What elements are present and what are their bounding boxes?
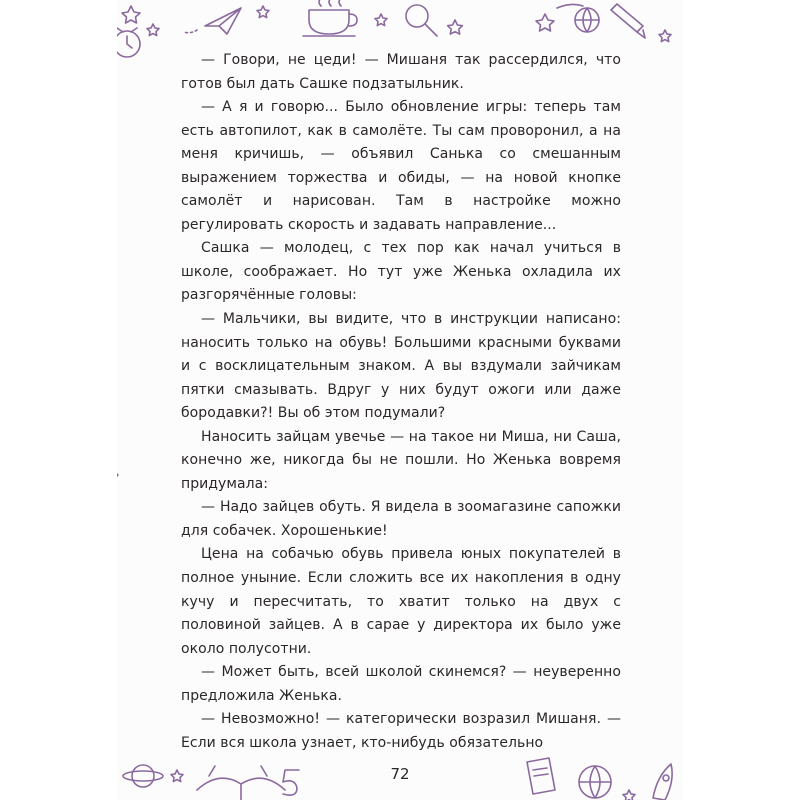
paragraph: — Надо зайцев обуть. Я видела в зоомагазине сапожки для собачек. Хорошенькие! bbox=[181, 499, 621, 539]
paper-plane-icon bbox=[183, 8, 241, 34]
paragraph: — А я и говорю... Было обновление игры: теперь там есть автопилот, как в самолёте. Ты сам проворонил, а на меня кричишь, — объявил Санька со смешанным выражением торжества и обиды, — на новой кнопке самолёт и нарисован. Там в настройке можно регулировать скорость и задавать направление... bbox=[181, 99, 621, 233]
star-icon bbox=[257, 6, 269, 18]
paragraph: — Говори, не цеди! — Мишаня так рассердился, что готов был дать Сашке подзатыльник. bbox=[181, 52, 621, 92]
star-icon bbox=[659, 30, 671, 42]
teacup-icon bbox=[303, 0, 357, 36]
magnifier-icon bbox=[406, 5, 437, 36]
paragraph: Сашка — молодец, с тех пор как начал учиться в школе, соображает. Но тут уже Женька охладила их разгорячённые головы: bbox=[181, 240, 621, 304]
paragraph: — Может быть, всей школой скинемся? — неуверенно предложила Женька. bbox=[181, 664, 621, 704]
paragraph: Наносить зайцам увечье — на такое ни Миша, ни Саша, конечно же, никогда бы не пошли. Но Женька вовремя придумала: bbox=[181, 428, 621, 492]
paragraph: — Мальчики, вы видите, что в инструкции написано: наносить только на обувь! Большими красными буквами и с восклицательным знаком. А вы вздумали зайчикам пятки смазывать. Вдруг у них будут ожоги или даже бородавки?! Вы об этом подумали? bbox=[181, 311, 621, 422]
star-icon bbox=[147, 24, 159, 36]
globe-icon bbox=[575, 8, 599, 32]
alarm-clock-icon bbox=[117, 28, 140, 57]
body-text bbox=[181, 49, 621, 755]
page-edge-mark bbox=[117, 467, 119, 477]
paragraph: Цена на собачью обувь привела юных покупателей в полное уныние. Если сложить все их накопления в одну кучу и пересчитать, то хватит только на двух с половиной зайцев. А в сарае у директора их было уже около полусотни. bbox=[181, 546, 621, 657]
star-icon bbox=[122, 6, 140, 23]
book-page bbox=[117, 0, 683, 800]
paragraph: — Невозможно! — категорически возразил Мишаня. — Если вся школа узнает, кто-нибудь обязательно bbox=[181, 711, 621, 751]
star-icon bbox=[623, 790, 635, 800]
pen-icon bbox=[611, 4, 645, 38]
page-number: 72 bbox=[390, 765, 410, 783]
star-icon bbox=[448, 20, 463, 34]
star-icon bbox=[375, 14, 387, 26]
